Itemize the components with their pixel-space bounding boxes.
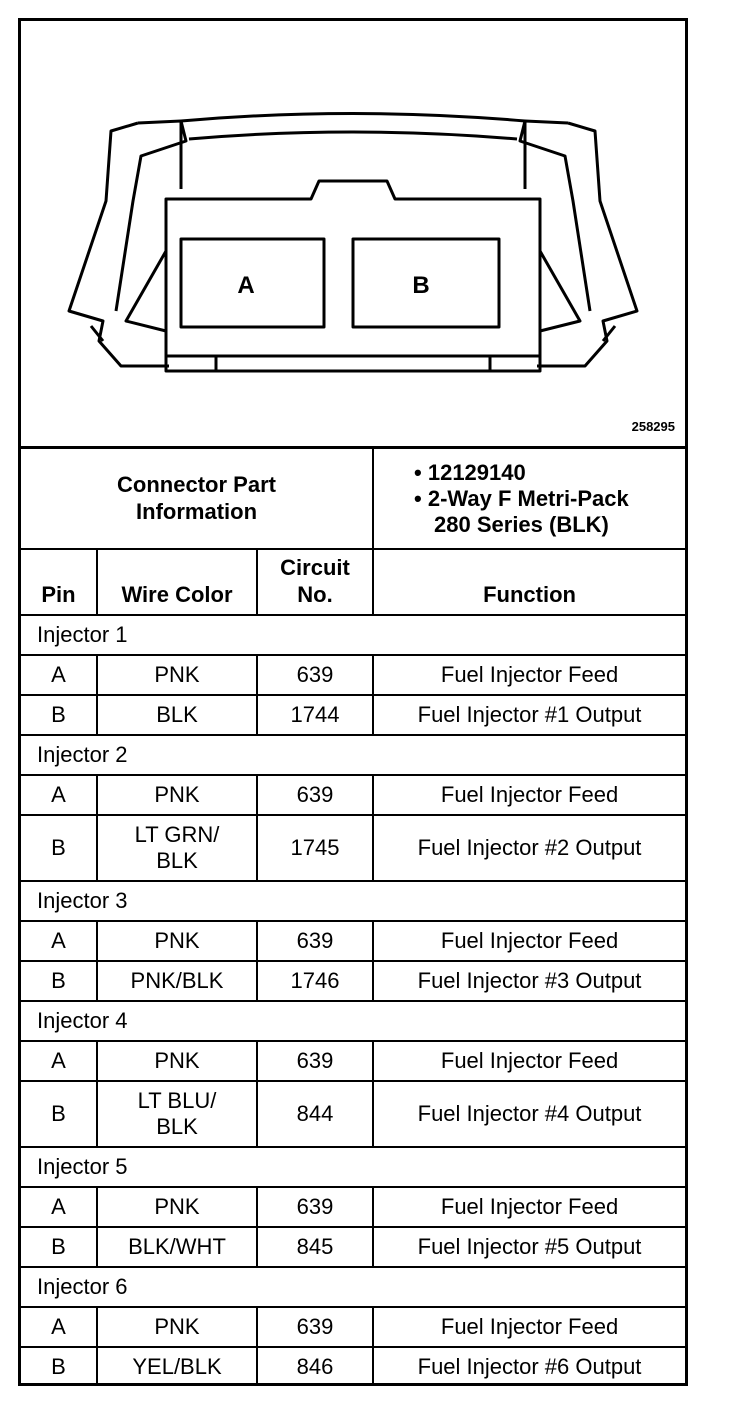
function-cell: Fuel Injector #5 Output (373, 1227, 685, 1267)
table-row (21, 655, 685, 695)
header-circuit (257, 549, 373, 615)
circuit-cell: 639 (257, 921, 373, 961)
table-row (21, 775, 685, 815)
pin-cell: A (21, 775, 97, 815)
group-row (21, 1147, 685, 1187)
function-cell: Fuel Injector #4 Output (373, 1081, 685, 1147)
header-circuit-line1: Circuit (280, 555, 350, 581)
group-name: Injector 4 (21, 1001, 685, 1041)
group-name: Injector 1 (21, 615, 685, 655)
wire-color-line1: BLK (156, 701, 198, 727)
connector-series: 280 Series (BLK) (434, 511, 609, 537)
wire-color-line1: PNK (154, 1313, 200, 1339)
table-row (21, 1041, 685, 1081)
pin-cell: A (21, 921, 97, 961)
group-name: Injector 3 (21, 881, 685, 921)
wire-color-cell (97, 961, 257, 1001)
wire-color-line1: PNK (154, 1047, 200, 1073)
group-name: Injector 5 (21, 1147, 685, 1187)
table-row (21, 1307, 685, 1347)
function-cell: Fuel Injector Feed (373, 655, 685, 695)
group-row (21, 1001, 685, 1041)
wire-color-line1: LT GRN/ (134, 821, 220, 847)
group-name: Injector 6 (21, 1267, 685, 1307)
pin-cell: B (21, 815, 97, 881)
header-function: Function (373, 549, 685, 615)
wire-color-line1: PNK (154, 781, 200, 807)
table-row (21, 815, 685, 881)
wire-color-cell (97, 1187, 257, 1227)
wire-color-line2: BLK (156, 848, 198, 873)
wire-color-cell (97, 815, 257, 881)
connector-info-label (21, 449, 373, 549)
pin-cell: A (21, 1041, 97, 1081)
wire-color-line2: BLK (156, 1114, 198, 1139)
circuit-cell: 639 (257, 655, 373, 695)
function-cell: Fuel Injector #1 Output (373, 695, 685, 735)
group-row (21, 1267, 685, 1307)
connector-info-label-line1: Connector Part (117, 472, 276, 498)
table-row (21, 695, 685, 735)
wire-color-cell (97, 1227, 257, 1267)
circuit-cell: 639 (257, 1041, 373, 1081)
pin-cell: A (21, 1187, 97, 1227)
circuit-cell: 639 (257, 775, 373, 815)
wire-color-cell (97, 1041, 257, 1081)
circuit-cell: 844 (257, 1081, 373, 1147)
wire-color-line1: YEL/BLK (132, 1353, 222, 1379)
connector-table (21, 449, 685, 1386)
circuit-cell: 1745 (257, 815, 373, 881)
table-row (21, 1347, 685, 1386)
group-row (21, 735, 685, 775)
pin-cell: A (21, 1307, 97, 1347)
circuit-cell: 639 (257, 1307, 373, 1347)
pin-cell: B (21, 961, 97, 1001)
wire-color-line1: LT BLU/ (137, 1087, 217, 1113)
header-pin: Pin (21, 549, 97, 615)
function-cell: Fuel Injector #2 Output (373, 815, 685, 881)
wire-color-line1: PNK (154, 661, 200, 687)
header-circuit-line2: No. (297, 581, 333, 607)
wire-color-cell (97, 1347, 257, 1386)
table-row (21, 1227, 685, 1267)
pin-cell: B (21, 1227, 97, 1267)
pin-cell: B (21, 1347, 97, 1386)
cavity-a-label: A (237, 272, 255, 299)
group-row (21, 615, 685, 655)
connector-face-drawing (21, 21, 685, 446)
table-row (21, 1081, 685, 1147)
figure-id: 258295 (631, 419, 675, 434)
cavity-b-label: B (412, 272, 430, 299)
circuit-cell: 1746 (257, 961, 373, 1001)
circuit-cell: 846 (257, 1347, 373, 1386)
group-row (21, 881, 685, 921)
wire-color-line1: PNK (154, 927, 200, 953)
function-cell: Fuel Injector Feed (373, 921, 685, 961)
part-number: • 12129140 (414, 459, 526, 485)
wire-color-line1: PNK (154, 1193, 200, 1219)
connector-frame (18, 18, 688, 1386)
wire-color-line1: PNK/BLK (130, 967, 224, 993)
table-row (21, 961, 685, 1001)
pin-cell: B (21, 695, 97, 735)
circuit-cell: 845 (257, 1227, 373, 1267)
wire-color-cell (97, 775, 257, 815)
connector-info-label-line2: Information (136, 498, 258, 524)
function-cell: Fuel Injector Feed (373, 1187, 685, 1227)
wire-color-cell (97, 1081, 257, 1147)
table-row (21, 921, 685, 961)
group-name: Injector 2 (21, 735, 685, 775)
pin-cell: B (21, 1081, 97, 1147)
circuit-cell: 639 (257, 1187, 373, 1227)
connector-info-row (21, 449, 685, 549)
wire-color-cell (97, 655, 257, 695)
function-cell: Fuel Injector Feed (373, 1307, 685, 1347)
wire-color-line1: BLK/WHT (128, 1233, 226, 1259)
function-cell: Fuel Injector #6 Output (373, 1347, 685, 1386)
pin-cell: A (21, 655, 97, 695)
table-header-row (21, 549, 685, 615)
wire-color-cell (97, 921, 257, 961)
connector-diagram (21, 21, 685, 449)
wire-color-cell (97, 1307, 257, 1347)
table-row (21, 1187, 685, 1227)
function-cell: Fuel Injector Feed (373, 775, 685, 815)
header-wire-color: Wire Color (97, 549, 257, 615)
wire-color-cell (97, 695, 257, 735)
circuit-cell: 1744 (257, 695, 373, 735)
function-cell: Fuel Injector Feed (373, 1041, 685, 1081)
connector-info-list (373, 449, 685, 549)
connector-type: • 2-Way F Metri-Pack (414, 485, 629, 511)
function-cell: Fuel Injector #3 Output (373, 961, 685, 1001)
